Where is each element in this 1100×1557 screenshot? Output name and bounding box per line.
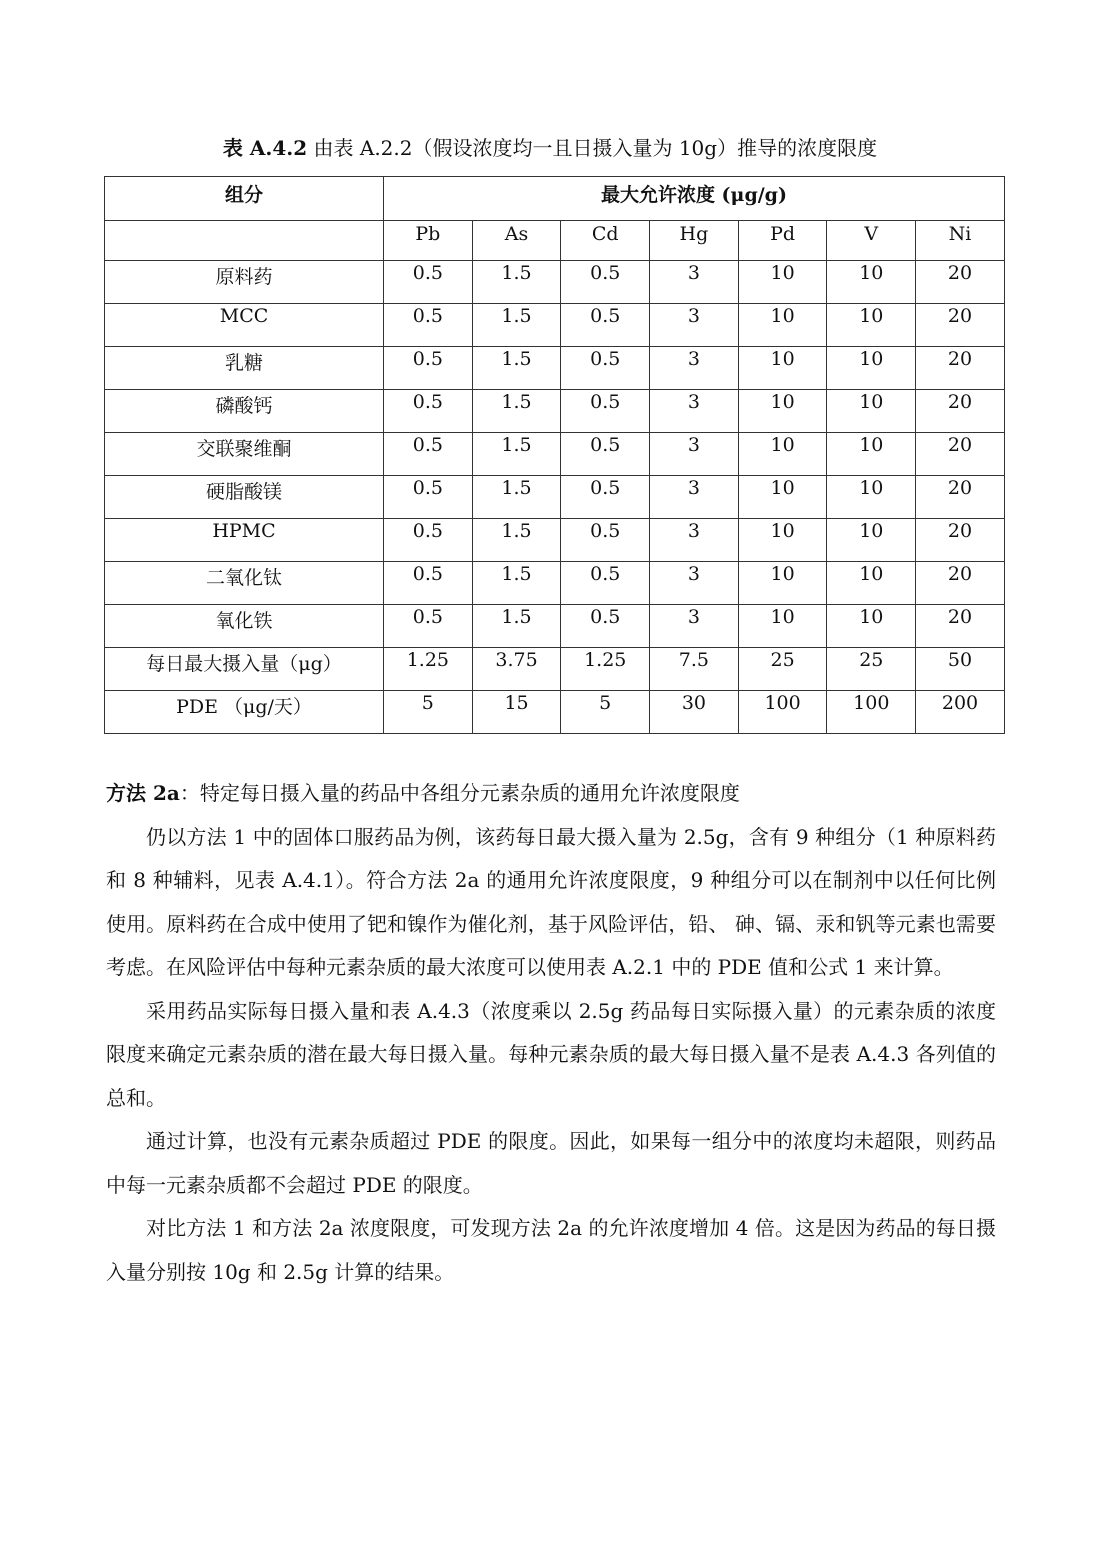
value-cell: 100 — [827, 691, 916, 734]
value-cell: 0.5 — [561, 390, 650, 433]
table-caption-text: 由表 A.2.2（假设浓度均一且日摄入量为 10g）推导的浓度限度 — [313, 136, 878, 160]
component-name-cell: 交联聚维酮 — [105, 433, 384, 476]
value-cell: 20 — [916, 347, 1005, 390]
table-row — [105, 304, 1005, 347]
value-cell: 0.5 — [561, 562, 650, 605]
value-cell: 10 — [738, 605, 827, 648]
value-cell: 0.5 — [384, 261, 473, 304]
component-header: 组分 — [105, 177, 384, 221]
value-cell: 1.5 — [472, 476, 561, 519]
component-name-cell: 氧化铁 — [105, 605, 384, 648]
value-cell: 0.5 — [561, 433, 650, 476]
component-name-cell: MCC — [105, 304, 384, 347]
value-cell: 0.5 — [561, 605, 650, 648]
value-cell: 10 — [827, 261, 916, 304]
value-cell: 25 — [738, 648, 827, 691]
value-cell: 1.5 — [472, 562, 561, 605]
table-row — [105, 476, 1005, 519]
value-cell: 10 — [738, 347, 827, 390]
value-cell: 0.5 — [561, 261, 650, 304]
value-cell: 200 — [916, 691, 1005, 734]
value-cell: 10 — [738, 476, 827, 519]
element-header: Cd — [561, 221, 650, 261]
value-cell: 20 — [916, 519, 1005, 562]
table-body — [105, 261, 1005, 734]
value-cell: 20 — [916, 304, 1005, 347]
value-cell: 5 — [384, 691, 473, 734]
value-cell: 3 — [650, 519, 739, 562]
table-row — [105, 519, 1005, 562]
value-cell: 1.25 — [384, 648, 473, 691]
value-cell: 3 — [650, 304, 739, 347]
value-cell: 100 — [738, 691, 827, 734]
value-cell: 5 — [561, 691, 650, 734]
value-cell: 10 — [827, 605, 916, 648]
value-cell: 1.5 — [472, 390, 561, 433]
value-cell: 0.5 — [561, 476, 650, 519]
value-cell: 3 — [650, 476, 739, 519]
value-cell: 20 — [916, 605, 1005, 648]
table-caption-label: 表 A.4.2 — [222, 136, 308, 160]
value-cell: 0.5 — [384, 304, 473, 347]
table-row — [105, 261, 1005, 304]
value-cell: 20 — [916, 476, 1005, 519]
value-cell: 10 — [827, 304, 916, 347]
value-cell: 20 — [916, 261, 1005, 304]
component-name-cell: 二氧化钛 — [105, 562, 384, 605]
value-cell: 30 — [650, 691, 739, 734]
body-paragraph: 采用药品实际每日摄入量和表 A.4.3（浓度乘以 2.5g 药品每日实际摄入量）的元素杂质的浓度限度来确定元素杂质的潜在最大每日摄入量。每种元素杂质的最大每日摄入量不是表 A.4.3 各列值的总和。 — [106, 998, 996, 1110]
value-cell: 10 — [827, 519, 916, 562]
value-cell: 10 — [738, 433, 827, 476]
method-heading — [106, 772, 996, 816]
table-row — [105, 648, 1005, 691]
component-name-cell: HPMC — [105, 519, 384, 562]
value-cell: 1.5 — [472, 347, 561, 390]
value-cell: 0.5 — [384, 605, 473, 648]
value-cell: 0.5 — [384, 476, 473, 519]
component-name-cell: 磷酸钙 — [105, 390, 384, 433]
value-cell: 10 — [738, 304, 827, 347]
value-cell: 10 — [738, 562, 827, 605]
component-name-cell: PDE （μg/天） — [105, 691, 384, 734]
table-row — [105, 390, 1005, 433]
element-header: Hg — [650, 221, 739, 261]
concentration-table — [104, 176, 1005, 734]
table-row — [105, 691, 1005, 734]
value-cell: 1.5 — [472, 605, 561, 648]
body-paragraph: 仍以方法 1 中的固体口服药品为例，该药每日最大摄入量为 2.5g，含有 9 种组分（1 种原料药和 8 种辅料，见表 A.4.1）。符合方法 2a 的通用允许浓度限度，9 种组分可以在制剂中以任何比例使用。原料药在合成中使用了钯和镍作为催化剂，基于风险评估，铅、 砷、镉、汞和钒等元素也需要考虑。在风险评估中每种元素杂质的最大浓度可以使用表 A.2.1 中的 PDE 值和公式 1 来计算。 — [106, 824, 996, 979]
value-cell: 3 — [650, 605, 739, 648]
value-cell: 1.25 — [561, 648, 650, 691]
value-cell: 0.5 — [561, 519, 650, 562]
value-cell: 10 — [738, 390, 827, 433]
value-cell: 10 — [738, 519, 827, 562]
value-cell: 3 — [650, 562, 739, 605]
value-cell: 20 — [916, 433, 1005, 476]
table-row — [105, 562, 1005, 605]
value-cell: 1.5 — [472, 261, 561, 304]
value-cell: 0.5 — [384, 562, 473, 605]
table-caption — [0, 133, 1100, 163]
value-cell: 15 — [472, 691, 561, 734]
value-cell: 1.5 — [472, 519, 561, 562]
value-cell: 7.5 — [650, 648, 739, 691]
value-cell: 3 — [650, 347, 739, 390]
component-name-cell: 原料药 — [105, 261, 384, 304]
value-cell: 10 — [738, 261, 827, 304]
component-name-cell: 乳糖 — [105, 347, 384, 390]
element-header: Pd — [738, 221, 827, 261]
element-header: As — [472, 221, 561, 261]
value-cell: 0.5 — [384, 433, 473, 476]
table-row — [105, 347, 1005, 390]
method-heading-label: 方法 2a — [106, 781, 180, 805]
max-concentration-header: 最大允许浓度 (μg/g) — [384, 177, 1005, 221]
component-name-cell: 硬脂酸镁 — [105, 476, 384, 519]
value-cell: 1.5 — [472, 433, 561, 476]
value-cell: 50 — [916, 648, 1005, 691]
element-header: V — [827, 221, 916, 261]
value-cell: 20 — [916, 390, 1005, 433]
table-row — [105, 433, 1005, 476]
component-name-cell: 每日最大摄入量（μg） — [105, 648, 384, 691]
value-cell: 10 — [827, 433, 916, 476]
method-heading-text: ：特定每日摄入量的药品中各组分元素杂质的通用允许浓度限度 — [179, 781, 740, 805]
value-cell: 0.5 — [561, 347, 650, 390]
element-header: Ni — [916, 221, 1005, 261]
element-header-row — [105, 221, 1005, 261]
value-cell: 10 — [827, 476, 916, 519]
value-cell: 3 — [650, 433, 739, 476]
element-header: Pb — [384, 221, 473, 261]
value-cell: 0.5 — [384, 390, 473, 433]
value-cell: 0.5 — [561, 304, 650, 347]
value-cell: 10 — [827, 562, 916, 605]
value-cell: 0.5 — [384, 347, 473, 390]
value-cell: 0.5 — [384, 519, 473, 562]
value-cell: 1.5 — [472, 304, 561, 347]
body-text — [106, 772, 996, 1294]
value-cell: 25 — [827, 648, 916, 691]
body-paragraph: 对比方法 1 和方法 2a 浓度限度，可发现方法 2a 的允许浓度增加 4 倍。这是因为药品的每日摄入量分别按 10g 和 2.5g 计算的结果。 — [106, 1216, 996, 1284]
value-cell: 3 — [650, 261, 739, 304]
value-cell: 10 — [827, 390, 916, 433]
body-paragraph: 通过计算，也没有元素杂质超过 PDE 的限度。因此，如果每一组分中的浓度均未超限，则药品中每一元素杂质都不会超过 PDE 的限度。 — [106, 1129, 996, 1197]
value-cell: 20 — [916, 562, 1005, 605]
element-header-blank — [105, 221, 384, 261]
value-cell: 10 — [827, 347, 916, 390]
value-cell: 3.75 — [472, 648, 561, 691]
table-row — [105, 605, 1005, 648]
table-header-row — [105, 177, 1005, 221]
value-cell: 3 — [650, 390, 739, 433]
